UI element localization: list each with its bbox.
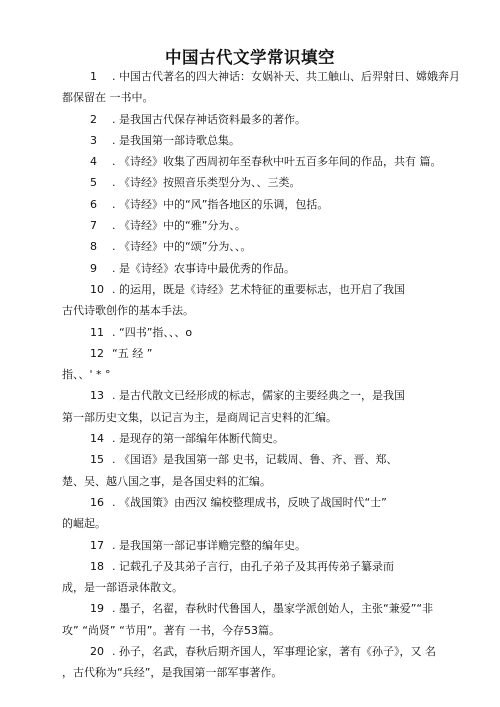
question-text: . 的运用，既是《诗经》艺术特征的重要标志，也开启了我国 <box>112 282 405 296</box>
question-text: . 《诗经》中的“颂”分为、、。 <box>112 240 252 254</box>
question-number: 6 <box>90 197 97 211</box>
question-number: 3 <box>90 133 97 147</box>
question-number: 9 <box>90 261 97 275</box>
question-text: . 中国古代著名的四大神话：女娲补天、共工触山、后羿射日、嫦娥奔月 <box>112 70 460 83</box>
question-text: . 是我国古代保存神话资料最多的著作。 <box>112 112 306 126</box>
question-number: 17 <box>90 538 104 552</box>
question-text: . 是现存的第一部编年体断代简史。 <box>112 432 284 446</box>
question-continuation: 的崛起。 <box>62 517 106 531</box>
question-text: . 是我国第一部诗歌总集。 <box>112 133 240 147</box>
question-number: 10 <box>90 282 104 296</box>
question-text: . 《诗经》中的“雅”分为、。 <box>112 219 246 233</box>
question-item <box>0 535 500 556</box>
question-item <box>0 322 500 343</box>
question-text: . 《诗经》中的“风”指各地区的乐调，包括。 <box>112 197 329 211</box>
question-text: . 是我国第一部记事详赡完整的编年史。 <box>112 538 306 552</box>
question-text: . 记载孔子及其弟子言行，由孔子弟子及其再传弟子纂录而 <box>112 559 394 573</box>
question-text: . 是古代散文已经形成的标志，儒家的主要经典之一，是我国 <box>112 389 405 403</box>
question-number: 14 <box>90 432 104 446</box>
question-item <box>0 109 500 130</box>
question-number: 7 <box>90 219 97 233</box>
question-number: 12 <box>90 346 104 360</box>
question-item <box>0 279 500 322</box>
question-text: . 是《诗经》农事诗中最优秀的作品。 <box>112 261 295 275</box>
question-number: 4 <box>90 155 97 169</box>
question-number: 19 <box>90 602 104 616</box>
question-text: . “四书”指、、、o <box>112 325 193 339</box>
question-continuation: 成，是一部语录体散文。 <box>62 581 183 595</box>
question-item <box>0 172 500 193</box>
question-item <box>0 130 500 151</box>
question-continuation: 攻” “尚贤” “节用”。著有 一书，今存53篇。 <box>62 623 280 637</box>
question-number: 2 <box>90 112 97 126</box>
question-continuation: 第一部历史文集，以记言为主，是商周记言史料的汇编。 <box>62 410 337 424</box>
question-text: . 《战国策》由西汉 编校整理成书，反映了战国时代“士” <box>112 495 387 509</box>
question-text: . 墨子，名翟，春秋时代鲁国人，墨家学派创始人，主张“兼爱”“非 <box>112 602 434 616</box>
page-title: 中国古代文学常识填空 <box>165 48 335 67</box>
question-number: 16 <box>90 495 104 509</box>
question-number: 18 <box>90 559 104 573</box>
question-list <box>0 66 500 684</box>
question-continuation: 古代诗歌创作的基本手法。 <box>62 304 194 318</box>
question-number: 20 <box>90 645 104 659</box>
question-item <box>0 258 500 279</box>
question-number: 15 <box>90 453 104 467</box>
question-text: . 《国语》是我国第一部 史书，记载周、鲁、齐、晋、郑、 <box>112 453 398 467</box>
question-text: . 《诗经》按照音乐类型分为、、三类。 <box>112 176 301 190</box>
question-item <box>0 598 500 641</box>
question-number: 13 <box>90 389 104 403</box>
question-item <box>0 449 500 492</box>
question-text: “五 经 ” <box>112 346 153 360</box>
question-continuation: 楚、吴、越八国之事，是各国史料的汇编。 <box>62 474 271 488</box>
question-number: 1 <box>90 70 97 83</box>
question-item <box>0 215 500 236</box>
question-item <box>0 66 500 109</box>
question-number: 8 <box>90 240 97 254</box>
question-item <box>0 151 500 172</box>
question-continuation: ，古代称为“兵经”，是我国第一部军事著作。 <box>62 666 283 680</box>
question-number: 5 <box>90 176 97 190</box>
question-item <box>0 641 500 684</box>
question-item <box>0 492 500 535</box>
question-item <box>0 428 500 449</box>
question-text: . 孙子，名武，春秋后期齐国人，军事理论家，著有《孙子》，又 名 <box>112 645 436 659</box>
question-text: . 《诗经》收集了西周初年至春秋中叶五百多年间的作品，共有 篇。 <box>112 155 442 169</box>
question-number: 11 <box>90 325 104 339</box>
question-continuation: 指、、' * ° <box>62 368 111 382</box>
question-item <box>0 194 500 215</box>
question-item <box>0 385 500 428</box>
question-item <box>0 236 500 257</box>
question-item <box>0 556 500 599</box>
question-item <box>0 343 500 386</box>
question-continuation: 都保留在 一书中。 <box>62 91 154 105</box>
